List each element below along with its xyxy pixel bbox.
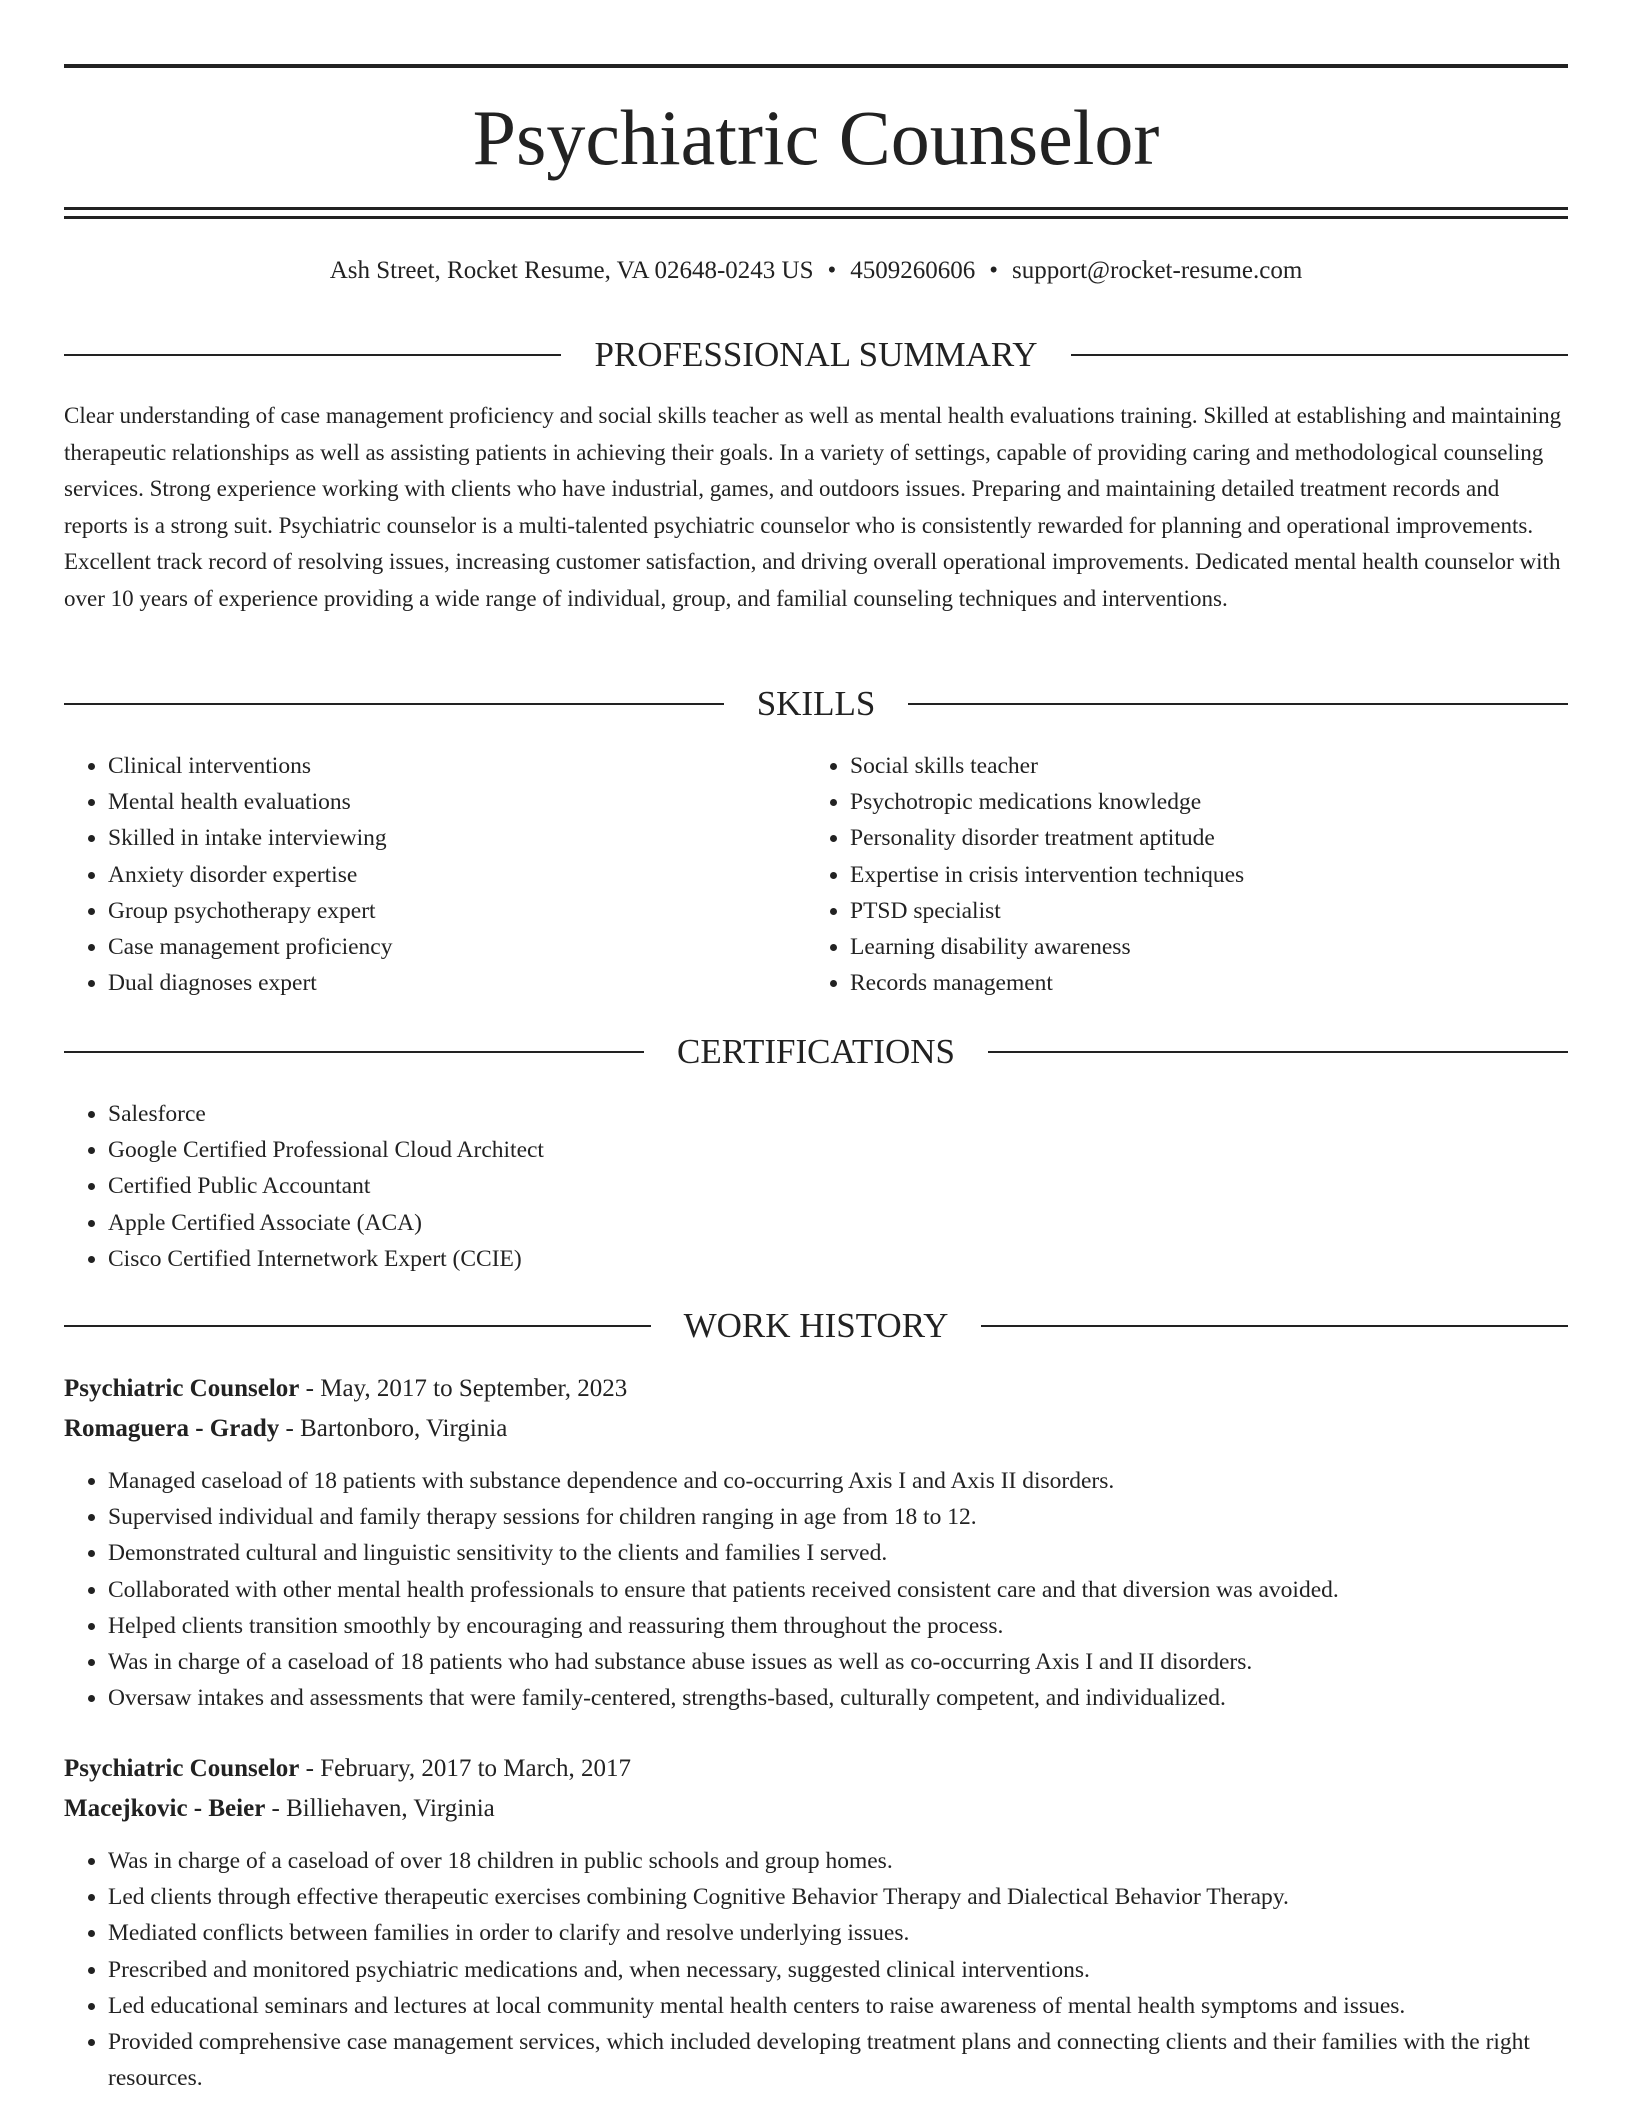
skill-item: • Dual diagnoses expert xyxy=(108,965,808,1001)
skill-item: • Clinical interventions xyxy=(108,748,808,784)
title-underline-rule xyxy=(64,207,1568,210)
skill-item: • Learning disability awareness xyxy=(850,929,1590,965)
job-bullet: • Managed caseload of 18 patients with substance dependence and co-occurring Axis I and Axis II disorders. xyxy=(108,1463,1568,1499)
job-company-line xyxy=(64,1409,1568,1449)
job-title-line xyxy=(64,1749,1568,1789)
certification-item: • Cisco Certified Internetwork Expert (CCIE) xyxy=(108,1241,1568,1277)
contact-address: Ash Street, Rocket Resume, VA 02648-0243 US xyxy=(329,257,814,284)
job-company-line xyxy=(64,1789,1568,1829)
skill-item: • Anxiety disorder expertise xyxy=(108,857,808,893)
job-bullet: • Led educational seminars and lectures at local community mental health centers to raise awareness of mental health symptoms and issues. xyxy=(108,1988,1568,2024)
job-bullets xyxy=(64,1463,1568,1716)
certifications-heading xyxy=(64,1030,1568,1074)
job-bullet: • Oversaw intakes and assessments that were family-centered, strengths-based, culturally competent, and individualized. xyxy=(108,1680,1568,1716)
contact-separator: • xyxy=(989,257,999,284)
skill-item: • Case management proficiency xyxy=(108,929,808,965)
job-bullets xyxy=(64,1843,1568,2096)
job-bullet: • Mediated conflicts between families in order to clarify and resolve underlying issues. xyxy=(108,1915,1568,1951)
job-location: - Billiehaven, Virginia xyxy=(265,1795,495,1822)
job-dates: - February, 2017 to March, 2017 xyxy=(299,1755,632,1782)
contact-email: support@rocket-resume.com xyxy=(1012,257,1303,284)
heading-rule-left xyxy=(64,703,724,705)
title-underline-rule-second xyxy=(64,216,1568,219)
skills-list-right xyxy=(806,748,1590,1001)
summary-text: Clear understanding of case management proficiency and social skills teacher as well as mental health evaluations training. Skilled at establishing and maintaining therapeutic relationships as well as assisting patients in achieving their goals. In a variety of settings, capable of providing caring and methodological counseling services. Strong experience working with clients who have industrial, games, and outdoors issues. Preparing and maintaining detailed treatment records and reports is a strong suit. Psychiatric counselor is a multi-talented psychiatric counselor who is consistently rewarded for planning and operational improvements. Excellent track record of resolving issues, increasing customer satisfaction, and driving overall operational improvements. Dedicated mental health counselor with over 10 years of experience providing a wide range of individual, group, and familial counseling techniques and interventions. xyxy=(64,403,1562,611)
job-bullet: • Collaborated with other mental health professionals to ensure that patients received consistent care and that diversion was avoided. xyxy=(108,1572,1568,1608)
work-history-heading-label: WORK HISTORY xyxy=(683,1306,949,1345)
heading-rule-left xyxy=(64,354,561,356)
job-title: Psychiatric Counselor xyxy=(64,1755,300,1782)
job-bullet: • Provided comprehensive case management services, which included developing treatment plans and connecting clients and their families with the right resources. xyxy=(108,2024,1568,2096)
job-dates: - May, 2017 to September, 2023 xyxy=(299,1375,628,1402)
skill-item: • Mental health evaluations xyxy=(108,784,808,820)
job-title-line xyxy=(64,1369,1568,1409)
heading-rule-right xyxy=(981,1325,1568,1327)
skill-item: • Psychotropic medications knowledge xyxy=(850,784,1590,820)
skills-list-left xyxy=(64,748,808,1001)
contact-line xyxy=(64,252,1568,290)
skill-item: • Skilled in intake interviewing xyxy=(108,820,808,856)
heading-rule-left xyxy=(64,1325,651,1327)
skills-heading xyxy=(64,682,1568,726)
job-bullet: • Supervised individual and family therapy sessions for children ranging in age from 18 to 12. xyxy=(108,1499,1568,1535)
job-bullet: • Demonstrated cultural and linguistic sensitivity to the clients and families I served. xyxy=(108,1535,1568,1571)
skill-item: • Records management xyxy=(850,965,1590,1001)
job-bullet: • Helped clients transition smoothly by encouraging and reassuring them throughout the process. xyxy=(108,1608,1568,1644)
work-history-heading xyxy=(64,1304,1568,1348)
certification-item: • Salesforce xyxy=(108,1096,1568,1132)
job-location: - Bartonboro, Virginia xyxy=(279,1415,508,1442)
job-title: Psychiatric Counselor xyxy=(64,1375,300,1402)
heading-rule-left xyxy=(64,1051,644,1053)
certification-item: • Google Certified Professional Cloud Architect xyxy=(108,1132,1568,1168)
skill-item: • PTSD specialist xyxy=(850,893,1590,929)
contact-separator: • xyxy=(827,257,837,284)
top-rule xyxy=(64,64,1568,68)
heading-rule-right xyxy=(1071,354,1568,356)
summary-heading xyxy=(64,333,1568,377)
job-bullet: • Was in charge of a caseload of over 18 children in public schools and group homes. xyxy=(108,1843,1568,1879)
heading-rule-right xyxy=(908,703,1568,705)
summary-heading-label: PROFESSIONAL SUMMARY xyxy=(594,335,1038,374)
certifications-heading-label: CERTIFICATIONS xyxy=(677,1032,955,1071)
certification-item: • Apple Certified Associate (ACA) xyxy=(108,1205,1568,1241)
skill-item: • Personality disorder treatment aptitude xyxy=(850,820,1590,856)
skill-item: • Expertise in crisis intervention techniques xyxy=(850,857,1590,893)
skill-item: • Group psychotherapy expert xyxy=(108,893,808,929)
certifications-list xyxy=(64,1096,1568,1277)
job-company: Macejkovic - Beier xyxy=(64,1795,266,1822)
skill-item: • Social skills teacher xyxy=(850,748,1590,784)
job-company: Romaguera - Grady xyxy=(64,1415,280,1442)
heading-rule-right xyxy=(988,1051,1568,1053)
job-bullet: • Was in charge of a caseload of 18 patients who had substance abuse issues as well as co-occurring Axis I and II disorders. xyxy=(108,1644,1568,1680)
resume-title: Psychiatric Counselor xyxy=(472,94,1160,181)
certification-item: • Certified Public Accountant xyxy=(108,1168,1568,1204)
job-bullet: • Led clients through effective therapeutic exercises combining Cognitive Behavior Therapy and Dialectical Behavior Therapy. xyxy=(108,1879,1568,1915)
skills-heading-label: SKILLS xyxy=(756,684,876,723)
job-bullet: • Prescribed and monitored psychiatric medications and, when necessary, suggested clinical interventions. xyxy=(108,1952,1568,1988)
contact-phone: 4509260606 xyxy=(850,257,976,284)
